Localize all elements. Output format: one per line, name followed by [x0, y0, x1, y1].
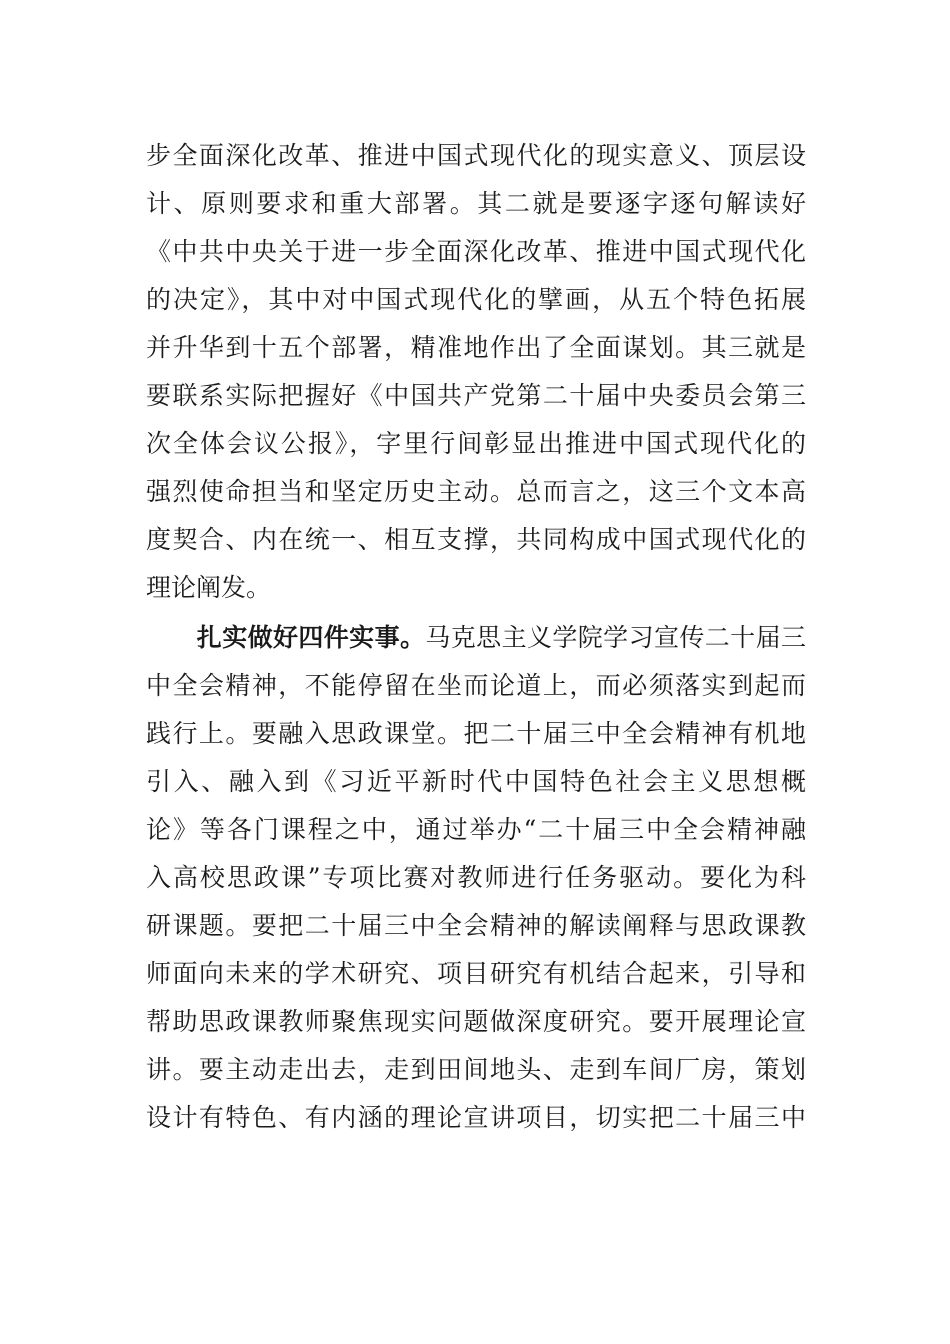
indent [146, 623, 197, 652]
text-line: 强烈使命担当和坚定历史主动。总而言之，这三个文本高 [146, 477, 806, 506]
text-line: 要联系实际把握好《中国共产党第二十届中央委员会第三 [146, 381, 806, 410]
text-line: 计、原则要求和重大部署。其二就是要逐字逐句解读好 [146, 189, 806, 218]
text-line: 的决定》，其中对中国式现代化的擘画，从五个特色拓展 [146, 285, 806, 314]
text-line: 次全体会议公报》，字里行间彰显出推进中国式现代化的 [146, 429, 806, 458]
text-line: 讲。要主动走出去，走到田间地头、走到车间厂房，策划 [146, 1055, 806, 1084]
text-line: 并升华到十五个部署，精准地作出了全面谋划。其三就是 [146, 333, 806, 362]
text-line: 中全会精神，不能停留在坐而论道上，而必须落实到起而 [146, 671, 806, 700]
text-line: 论》等各门课程之中，通过举办“二十届三中全会精神融 [146, 815, 806, 844]
text-line: 设计有特色、有内涵的理论宣讲项目，切实把二十届三中 [146, 1103, 806, 1132]
paragraph-heading: 扎实做好四件实事。 [196, 623, 426, 652]
text-line: 《中共中央关于进一步全面深化改革、推进中国式现代化 [146, 237, 806, 266]
text-line: 帮助思政课教师聚焦现实问题做深度研究。要开展理论宣 [146, 1007, 806, 1036]
text-line: 引入、融入到《习近平新时代中国特色社会主义思想概 [146, 767, 806, 796]
text-run: 马克思主义学院学习宣传二十届三 [425, 623, 806, 652]
text-line: 理论阐发。 [146, 573, 272, 602]
text-line: 步全面深化改革、推进中国式现代化的现实意义、顶层设 [146, 141, 806, 170]
text-line: 度契合、内在统一、相互支撑，共同构成中国式现代化的 [146, 525, 806, 554]
paragraph-1 [146, 132, 806, 612]
text-line: 入高校思政课”专项比赛对教师进行任务驱动。要化为科 [146, 863, 806, 892]
text-line: 践行上。要融入思政课堂。把二十届三中全会精神有机地 [146, 719, 806, 748]
paragraph-first-line [146, 614, 806, 662]
text-line: 师面向未来的学术研究、项目研究有机结合起来，引导和 [146, 959, 806, 988]
text-line: 研课题。要把二十届三中全会精神的解读阐释与思政课教 [146, 911, 806, 940]
paragraph-2 [146, 614, 806, 1142]
